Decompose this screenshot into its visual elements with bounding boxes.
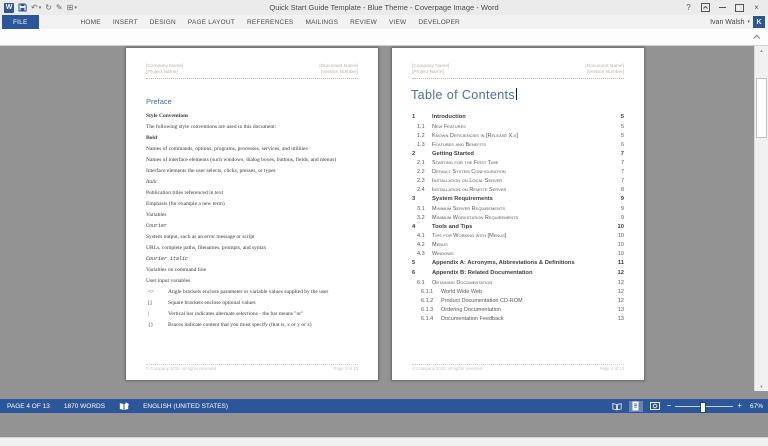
preface-line (146, 155, 360, 166)
toc-entry[interactable] (412, 178, 624, 187)
preface-line (146, 265, 360, 276)
ribbon-tabs (0, 15, 466, 29)
toc-entry-page: 5 (620, 114, 624, 120)
toc-entry-page: 13 (617, 306, 624, 313)
toc-entry-number: 6.1.3 (421, 306, 434, 313)
toc-entry-label: Features and Benefits (432, 141, 487, 148)
preface-line (146, 122, 360, 133)
toc-entry-number: 3.2 (417, 214, 425, 221)
toc-entry-number: 6.1.2 (421, 297, 434, 304)
preface-line (146, 144, 360, 155)
ribbon-tab[interactable]: REVIEW (350, 18, 377, 26)
toc-entry[interactable] (412, 169, 624, 178)
toc-entry-number: 6.1.1 (421, 288, 434, 295)
ribbon-tab[interactable]: DESIGN (149, 18, 176, 26)
vertical-scrollbar-thumb[interactable] (756, 78, 767, 138)
footer-copyright: © Company 2015. All rights reserved. (412, 366, 484, 371)
toc-entry-label: Menus (432, 242, 448, 249)
print-layout-button[interactable] (629, 401, 643, 412)
convention-symbol: [] (148, 300, 152, 306)
toc-entry-label: Ordering Documentation (441, 306, 501, 313)
toc-entry-label: System Requirements (432, 196, 493, 203)
preface-line (146, 133, 360, 144)
save-icon[interactable] (18, 3, 27, 12)
toc-entry-label: Installation on Remote Server (432, 187, 507, 194)
header-document-name: [Document Name] (319, 64, 358, 69)
toc-entry-page: 13 (617, 315, 624, 322)
account-area[interactable] (710, 15, 768, 29)
toc-entry[interactable] (412, 206, 624, 215)
toc-entry-page: 11 (617, 260, 624, 267)
toc-entry[interactable] (412, 187, 624, 196)
toc-entry-page: 8 (620, 187, 624, 194)
read-mode-button[interactable] (610, 401, 624, 412)
preface-line (146, 254, 360, 265)
convention-symbol: <> (148, 289, 155, 295)
toc-entry-number: 4 (412, 223, 416, 230)
preface-line-text: Publication titles referenced in text (146, 190, 223, 196)
header-company-name: [Company Name] (412, 64, 450, 69)
toc-entry-number: 4.1 (417, 233, 425, 240)
preface-body (146, 111, 360, 331)
page-footer (412, 364, 624, 371)
toc-entry-label: Product Documentation CD-ROM (441, 297, 523, 304)
preface-line-text: Italic (146, 179, 158, 185)
user-name: Ivan Walsh (710, 18, 745, 26)
toc-entry-number: 4.2 (417, 242, 425, 249)
toc-entries (412, 114, 624, 325)
toc-entry[interactable] (412, 260, 624, 270)
preface-line-text: Square brackets enclose optional values (168, 300, 256, 306)
toc-entry-label: Getting Started (432, 150, 474, 157)
toc-entry[interactable] (412, 124, 624, 133)
proofing-status-icon[interactable] (112, 402, 136, 411)
toc-entry-page: 10 (617, 251, 624, 258)
toc-entry[interactable] (412, 151, 624, 161)
preface-line-text: Braces indicate content that you must specify (that is, x or y or z) (168, 322, 312, 328)
horizontal-scrollbar[interactable] (0, 437, 768, 446)
toc-entry-label: Tips for Working with [Menus] (432, 233, 507, 240)
toc-entry-number: 4.3 (417, 251, 425, 258)
toc-entry-label: Starting for the First Time (432, 160, 499, 167)
minimize-button[interactable] (715, 2, 730, 14)
toc-entry-label: Introduction (432, 114, 466, 120)
toc-entry-page: 7 (620, 150, 624, 157)
ribbon-tab[interactable]: INSERT (112, 18, 138, 26)
preface-line (146, 276, 360, 287)
preface-line-text: Names of commands, options, programs, processes, services, and utilities (146, 146, 308, 152)
preface-line-text: User input variables (146, 278, 191, 284)
toc-entry[interactable] (412, 307, 624, 316)
preface-line-text: Style Conventions (146, 113, 189, 119)
toc-entry[interactable] (412, 270, 624, 280)
toc-entry-label: Minimum Workstation Requirements (432, 214, 519, 221)
toc-entry-number: 6.1.4 (421, 315, 434, 322)
toc-entry-number: 2.1 (417, 160, 425, 167)
toc-entry-page: 12 (617, 279, 624, 286)
ribbon-tab[interactable]: PAGE LAYOUT (187, 18, 236, 26)
ribbon-display-options-button[interactable] (698, 2, 713, 14)
toc-entry-page: 5 (620, 123, 624, 130)
toc-entry-number: 3 (412, 196, 416, 203)
toc-entry-page: 5 (620, 132, 624, 139)
toc-entry-number: 6 (412, 269, 416, 276)
collapsed-ribbon-area (0, 29, 768, 46)
ribbon-tab-bar (0, 15, 768, 29)
status-bar (0, 399, 768, 413)
header-version-number: [Version Number] (586, 70, 624, 75)
document-canvas[interactable] (0, 46, 768, 391)
zoom-slider[interactable] (675, 401, 733, 412)
toc-entry-label: Windows (432, 251, 454, 258)
toc-entry[interactable] (412, 196, 624, 206)
toc-entry-page: 9 (620, 214, 624, 221)
toc-entry-label: Tools and Tips (432, 223, 473, 230)
preface-line (146, 298, 360, 309)
toc-entry[interactable] (412, 142, 624, 151)
toc-entry[interactable] (412, 215, 624, 224)
undo-icon[interactable]: ↶ (31, 2, 38, 12)
zoom-out-button[interactable]: − (666, 401, 672, 410)
page-footer (146, 364, 358, 371)
toc-entry-label: Known Deficiencies in [Release X.x] (432, 132, 518, 139)
ribbon-tab[interactable]: VIEW (388, 18, 407, 26)
page-indicator[interactable]: PAGE 4 OF 13 (7, 402, 50, 410)
toc-entry[interactable] (412, 224, 624, 234)
preface-line (146, 166, 360, 177)
header-project-name: [Project Name] (146, 70, 178, 75)
toc-entry[interactable] (412, 316, 624, 325)
zoom-controls (667, 401, 742, 412)
toc-entry-number: 1.1 (417, 123, 425, 130)
toc-entry-label: Installation on Local Server (432, 178, 503, 185)
toc-entry-label: World Wide Web (441, 288, 483, 295)
toc-entry-label: Appendix A: Acronyms, Abbreviations & Definitions (432, 260, 575, 267)
preface-line-text: Variables on command line (146, 267, 207, 273)
preface-heading: Preface (146, 97, 172, 106)
toc-entry-page: 9 (620, 205, 624, 212)
footer-page-number: Page 3 of 13 (333, 366, 358, 371)
toc-entry-number: 2 (412, 150, 416, 157)
document-page-toc[interactable] (392, 48, 644, 380)
page-header (412, 64, 624, 79)
toc-entry-page: 12 (617, 297, 624, 304)
preface-line (146, 309, 360, 320)
preface-line (146, 320, 360, 331)
redo-icon[interactable]: ↻ (45, 2, 52, 12)
scroll-up-arrow-icon[interactable]: ▲ (759, 48, 764, 53)
toc-heading-text: Table of Contents (411, 88, 516, 102)
toc-entry-page: 6 (620, 141, 624, 148)
toc-entry-page: 7 (620, 160, 624, 167)
header-version-number: [Version Number] (320, 70, 358, 75)
toc-entry-label: Appendix B: Related Documentation (432, 269, 533, 276)
restore-button[interactable] (732, 2, 747, 14)
header-project-name: [Project Name] (412, 70, 444, 75)
toc-entry-label: New Features (432, 123, 466, 130)
toc-entry-number: 1.3 (417, 141, 425, 148)
toc-entry[interactable] (412, 289, 624, 298)
preface-line (146, 210, 360, 221)
convention-symbol: | (148, 311, 150, 317)
toc-entry[interactable] (412, 133, 624, 142)
preface-line-text: Names of interface elements (such windows, dialog boxes, buttons, fields, and menus) (146, 157, 337, 163)
toc-entry[interactable] (412, 114, 624, 124)
help-button[interactable]: ? (686, 3, 691, 12)
preface-line (146, 177, 360, 188)
toc-entry-page: 10 (617, 223, 624, 230)
window-title: Quick Start Guide Template - Blue Theme - Coverpage Image - Word (269, 3, 499, 12)
preface-line-text: Bold (146, 135, 158, 141)
footer-copyright: © Company 2015. All rights reserved. (146, 366, 218, 371)
toc-entry-label: Minimum Server Requirements (432, 205, 505, 212)
toc-entry-number: 3.1 (417, 205, 425, 212)
avatar[interactable]: K (753, 16, 765, 28)
preface-line (146, 232, 360, 243)
preface-line-text: URLs, complete paths, filenames, prompts, and syntax (146, 245, 267, 251)
zoom-slider-thumb[interactable] (700, 402, 706, 413)
undo-dropdown-caret-icon[interactable]: ▾ (38, 4, 42, 11)
toc-entry-label: Documentation Feedback (441, 315, 504, 322)
preface-line (146, 111, 360, 122)
toc-entry-page: 10 (617, 242, 624, 249)
toc-entry-page: 7 (620, 178, 624, 185)
preface-line (146, 199, 360, 210)
preface-line-text: Interface elements the user selects, clicks, presses, or types (146, 168, 276, 174)
toc-entry-number: 2.4 (417, 187, 425, 194)
toc-entry-number: 2.2 (417, 169, 425, 176)
vertical-scrollbar[interactable] (754, 46, 768, 391)
toc-entry-number: 1.2 (417, 132, 425, 139)
preface-line-text: Emphasis (for example a new term) (146, 201, 225, 207)
window-controls (681, 2, 768, 14)
word-count[interactable]: 1870 WORDS (63, 402, 106, 410)
toc-entry-number: 1 (412, 114, 416, 120)
zoom-in-button[interactable]: + (737, 401, 742, 410)
toc-entry-page: 10 (617, 233, 624, 240)
toc-entry[interactable] (412, 251, 624, 260)
toc-entry-number: 2.3 (417, 178, 425, 185)
ribbon-tab[interactable]: REFERENCES (247, 18, 294, 26)
footer-page-number: Page 4 of 13 (599, 366, 624, 371)
preface-line-text: Courier (146, 223, 168, 229)
toc-heading (411, 88, 517, 102)
document-page-preface[interactable] (126, 48, 378, 380)
toc-entry-number: 5 (412, 260, 416, 267)
preface-line (146, 221, 360, 232)
toc-entry-page: 12 (617, 269, 624, 276)
toc-entry[interactable] (412, 298, 624, 307)
collapse-ribbon-chevron-icon[interactable] (752, 32, 762, 42)
convention-symbol: {} (148, 322, 154, 328)
toc-entry-page: 12 (617, 288, 624, 295)
ribbon-tab[interactable]: DEVELOPER (418, 18, 460, 26)
preface-line (146, 188, 360, 199)
close-button[interactable]: × (754, 3, 759, 12)
ribbon-tab[interactable]: HOME (80, 18, 101, 26)
header-document-name: [Document Name] (585, 64, 624, 69)
format-painter-icon[interactable]: ✎ (55, 2, 63, 12)
zoom-level[interactable]: 67% (749, 402, 763, 410)
touch-mode-icon[interactable]: ⊞ (66, 2, 74, 12)
preface-line-text: Courier italic (146, 256, 189, 262)
language-indicator[interactable]: ENGLISH (UNITED STATES) (143, 402, 229, 410)
preface-line-text: Variables (146, 212, 167, 218)
header-company-name: [Company Name] (146, 64, 184, 69)
toc-entry-page: 7 (620, 169, 624, 176)
customize-qat-button[interactable]: ▾ (74, 4, 77, 11)
toc-entry[interactable] (412, 242, 624, 251)
toc-entry-label: Obtaining Documentation (432, 279, 493, 286)
toc-entry-number: 6.1 (417, 279, 425, 286)
quick-access-toolbar (0, 3, 77, 13)
toc-entry-label: Default System Configuration (432, 169, 506, 176)
scroll-down-arrow-icon[interactable]: ▼ (759, 384, 764, 389)
word-logo-icon[interactable]: W (5, 4, 13, 11)
text-cursor (516, 88, 517, 100)
toc-entry[interactable] (412, 280, 624, 289)
ribbon-tab[interactable]: FILE (2, 15, 39, 29)
chevron-down-icon: ▾ (747, 19, 750, 25)
page-header (146, 64, 358, 79)
toc-entry[interactable] (412, 160, 624, 169)
preface-line-text: Angle brackets enclose parameter or variable values supplied by the user (168, 289, 329, 295)
titlebar (0, 0, 768, 15)
preface-line-text: Vertical bar indicates alternate selections - the bar means "or" (168, 311, 304, 317)
toc-entry-page: 9 (620, 196, 624, 203)
ribbon-tab[interactable]: MAILINGS (305, 18, 339, 26)
preface-line-text: The following style conventions are used in this document: (146, 124, 277, 130)
preface-line (146, 243, 360, 254)
preface-line (146, 287, 360, 298)
preface-line-text: System output, such as an error message or script (146, 234, 255, 240)
toc-entry[interactable] (412, 233, 624, 242)
web-layout-button[interactable] (648, 401, 662, 412)
